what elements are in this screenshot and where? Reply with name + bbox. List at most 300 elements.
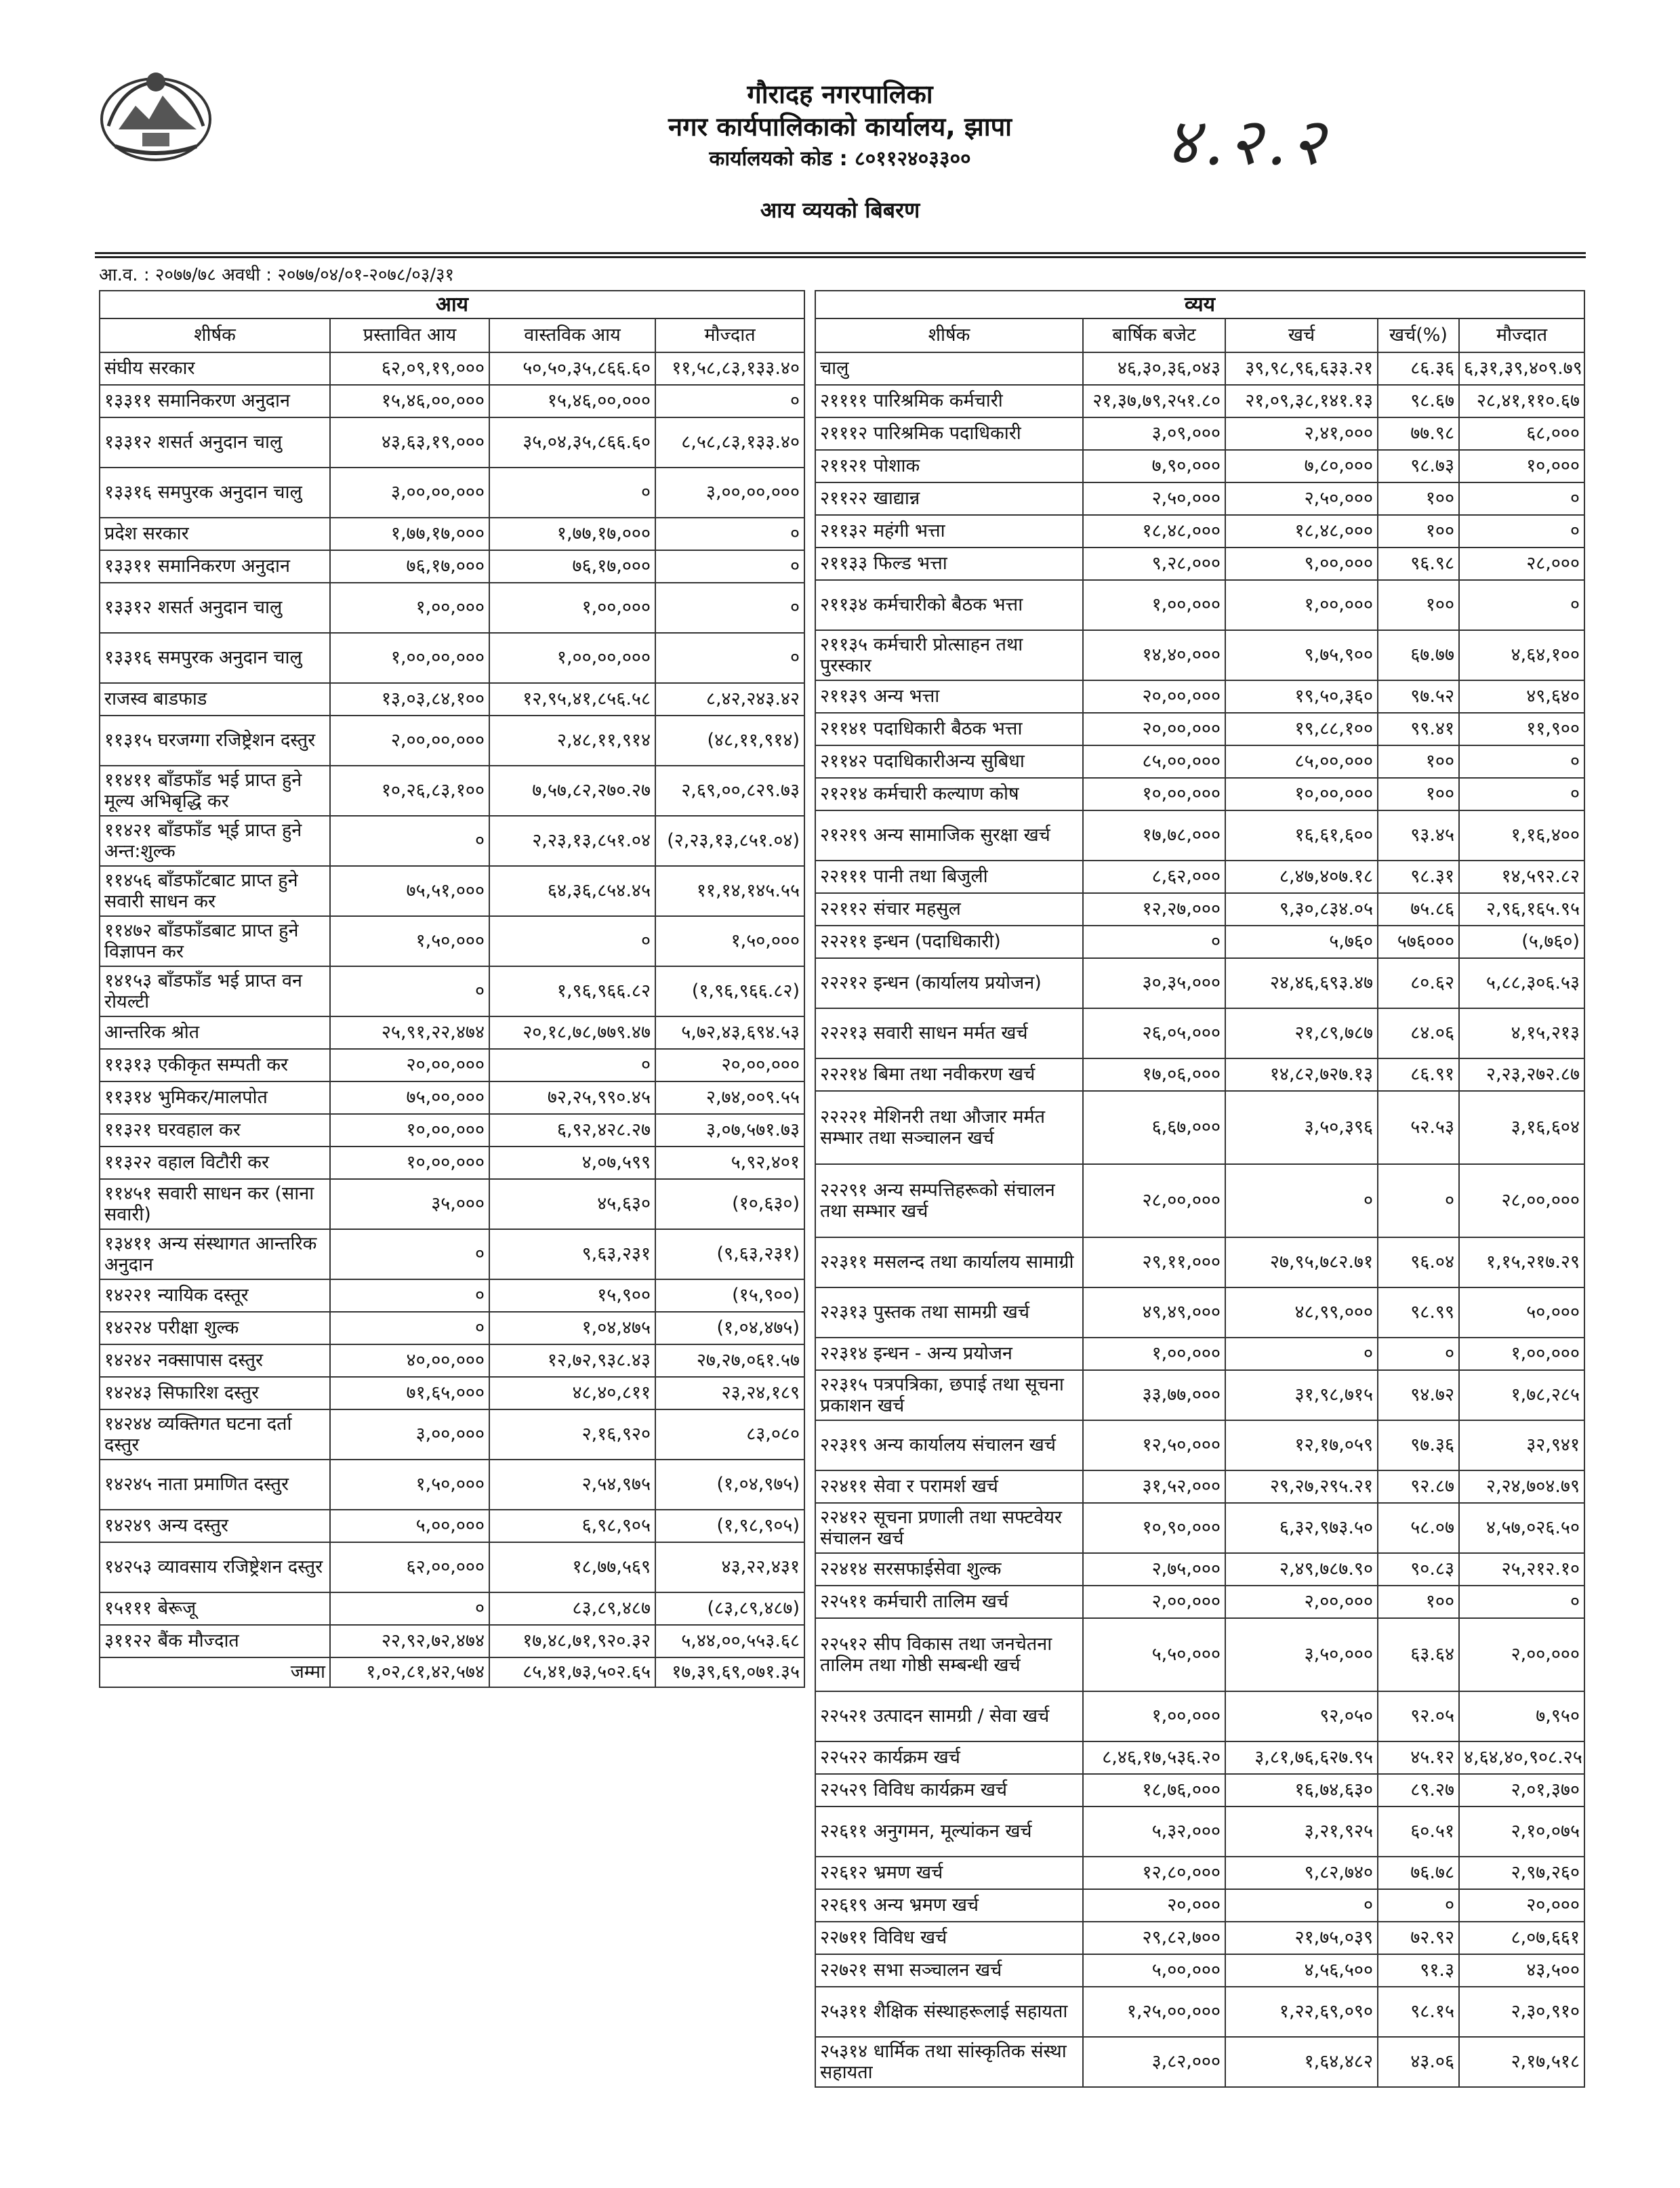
row-value: (१,०४,९७५) [655,1460,804,1510]
row-value: ११,१४,१४५.५५ [655,866,804,916]
table-row [815,385,1584,417]
row-value: ५८.०७ [1378,1503,1459,1553]
table-row [100,583,804,633]
table-row [815,1618,1584,1691]
table-row [100,1147,804,1179]
row-value: १८,४८,००० [1083,515,1225,548]
row-value: ९,३०,८३४.०५ [1225,893,1378,926]
row-title: १३३१६ समपुरक अनुदान चालु [100,468,330,518]
row-value: ४९,४९,००० [1083,1287,1225,1338]
row-value: ९,००,००० [1225,548,1378,580]
row-title: २११४२ पदाधिकारीअन्य सुबिधा [815,745,1083,778]
row-value: ५,८८,३०६.५३ [1459,958,1584,1008]
column-header: बार्षिक बजेट [1083,318,1225,352]
row-value: ३०,३५,००० [1083,958,1225,1008]
row-value: १,००,००० [1083,1691,1225,1741]
row-value: १,७८,२८५ [1459,1370,1584,1420]
table-row [815,515,1584,548]
table-row [815,778,1584,810]
row-value: ६८,००० [1459,417,1584,450]
row-value: २,३०,९१० [1459,1987,1584,2037]
row-value: ५२.५३ [1378,1091,1459,1164]
table-row [100,352,804,385]
row-value: ६२,००,००० [330,1542,489,1592]
row-value: ४३,५०० [1459,1954,1584,1987]
table-row [815,417,1584,450]
row-value: ३,००,००,००० [330,468,489,518]
row-title: १४२४२ नक्सापास दस्तुर [100,1344,330,1377]
row-value: ० [1459,515,1584,548]
row-value: ३,०७,५७१.७३ [655,1114,804,1147]
table-row [815,1370,1584,1420]
row-title: २२६१२ भ्रमण खर्च [815,1857,1083,1889]
row-value: १,००,००० [1083,1338,1225,1370]
table-row [815,1058,1584,1091]
row-value: २५,२१२.१० [1459,1553,1584,1586]
row-value: ० [1225,1164,1378,1237]
row-value: १७,०६,००० [1083,1058,1225,1091]
table-row [100,1229,804,1279]
table-row [100,518,804,550]
row-title: २२५२९ विविध कार्यक्रम खर्च [815,1774,1083,1807]
row-value: १६,६१,६०० [1225,810,1378,861]
row-value: ४,६४,१०० [1459,630,1584,680]
row-title: १३३१२ शसर्त अनुदान चालु [100,583,330,633]
row-value: ७६,१७,००० [489,550,655,583]
row-value: ३१,९८,७१५ [1225,1370,1378,1420]
row-value: १९,८८,१०० [1225,713,1378,745]
row-title: २२५२१ उत्पादन सामग्री / सेवा खर्च [815,1691,1083,1741]
row-value: ० [1225,1889,1378,1922]
row-value: १६,७४,६३० [1225,1774,1378,1807]
row-value: ८४.०६ [1378,1008,1459,1058]
row-value: १,००,००,००० [330,633,489,683]
row-title: २२३१९ अन्य कार्यालय संचालन खर्च [815,1420,1083,1470]
table-row [100,1460,804,1510]
row-value: ० [655,518,804,550]
row-value: (८३,८९,४८७) [655,1592,804,1625]
table-row [100,1016,804,1049]
table-row [815,1691,1584,1741]
row-value: २८,००० [1459,548,1584,580]
row-value: १,९६,९६६.८२ [489,966,655,1016]
row-value: २,१६,९२० [489,1409,655,1460]
row-title: १४२२४ परीक्षा शुल्क [100,1312,330,1344]
row-value: (१,९८,९०५) [655,1510,804,1542]
table-row [100,1081,804,1114]
row-value: २४,४६,६९३.४७ [1225,958,1378,1008]
column-header: मौज्दात [655,318,804,352]
office-code: कार्यालयको कोड : ८०११२४०३३०० [709,147,971,171]
row-value: २७,९५,७८२.७१ [1225,1237,1378,1287]
row-value: २९,२७,२९५.२१ [1225,1470,1378,1503]
row-value: २,१०,०७५ [1459,1807,1584,1857]
handwritten-mark: ४.२.२ [1166,104,1329,180]
row-value: ५,००,००० [330,1510,489,1542]
row-value: ७७.९८ [1378,417,1459,450]
row-value: १९,५०,३६० [1225,680,1378,713]
row-value: ४,६४,४०,९०८.२५ [1459,1741,1584,1774]
row-value: ९२.८७ [1378,1470,1459,1503]
row-title: २२४१४ सरसफाईसेवा शुल्क [815,1553,1083,1586]
table-row [815,893,1584,926]
table-row [815,745,1584,778]
row-title: ११३१५ घरजग्गा रजिष्ट्रेशन दस्तुर [100,716,330,766]
row-value: ८,५८,८३,१३३.४० [655,417,804,468]
row-value: ११,९०० [1459,713,1584,745]
row-title: १३३१२ शसर्त अनुदान चालु [100,417,330,468]
table-row [815,926,1584,958]
row-value: ४,५६,५०० [1225,1954,1378,1987]
row-title: २२३१४ इन्धन - अन्य प्रयोजन [815,1338,1083,1370]
table-row [815,1091,1584,1164]
row-title: २२२१४ बिमा तथा नवीकरण खर्च [815,1058,1083,1091]
table-row [815,1987,1584,2037]
column-header: खर्च [1225,318,1378,352]
row-value: ८३,०८० [655,1409,804,1460]
row-title: ११४२१ बाँडफाँड भ्ई प्राप्त हुने अन्त:शुल्क [100,816,330,866]
row-title: २१२१९ अन्य सामाजिक सुरक्षा खर्च [815,810,1083,861]
row-title: ३११२२ बैंक मौज्दात [100,1625,330,1657]
row-value: २,२४,७०४.७९ [1459,1470,1584,1503]
org-name: गौरादह नगरपालिका [747,79,933,109]
row-value: १०,००,००० [1225,778,1378,810]
row-value: १०० [1378,778,1459,810]
row-value: ६२,०९,१९,००० [330,352,489,385]
row-value: २,२३,२७२.८७ [1459,1058,1584,1091]
row-value: १,२२,६९,०९० [1225,1987,1378,2037]
row-value: ७२,२५,९९०.४५ [489,1081,655,1114]
row-value: १०,००,००० [1083,778,1225,810]
row-value: ८०.६२ [1378,958,1459,1008]
row-title: ११४११ बाँडफाँड भई प्राप्त हुने मूल्य अभिबृद्धि कर [100,766,330,816]
row-value: १,००,००,००० [489,633,655,683]
row-value: ८,४६,१७,५३६.२० [1083,1741,1225,1774]
row-value: ४६,३०,३६,०४३ [1083,352,1225,385]
row-title: चालु [815,352,1083,385]
row-value: १,५०,००० [655,916,804,966]
row-value: ९२.०५ [1378,1691,1459,1741]
row-title: आन्तरिक श्रोत [100,1016,330,1049]
table-row [815,580,1584,630]
row-value: १०० [1378,482,1459,515]
row-value: ९४.७२ [1378,1370,1459,1420]
row-value: ३३,७७,००० [1083,1370,1225,1420]
table-row [100,417,804,468]
row-value: ० [330,1312,489,1344]
row-title: प्रदेश सरकार [100,518,330,550]
row-title: २२७११ विविध खर्च [815,1922,1083,1954]
row-value: २२,९२,७२,४७४ [330,1625,489,1657]
row-value: ९६.९८ [1378,548,1459,580]
row-value: ० [655,550,804,583]
row-title: १३३१६ समपुरक अनुदान चालु [100,633,330,683]
row-title: १३३११ समानिकरण अनुदान [100,550,330,583]
row-value: ८६.९१ [1378,1058,1459,1091]
table-row [100,683,804,716]
total-value: १,०२,८१,४२,५७४ [330,1657,489,1687]
column-header: शीर्षक [100,318,330,352]
row-value: २०,००० [1083,1889,1225,1922]
row-title: २२५२२ कार्यक्रम खर्च [815,1741,1083,1774]
row-value: १४,४०,००० [1083,630,1225,680]
row-value: १२,१७,०५९ [1225,1420,1378,1470]
row-title: १३४११ अन्य संस्थागत आन्तरिक अनुदान [100,1229,330,1279]
row-value: ६३.६४ [1378,1618,1459,1691]
row-value: २६,०५,००० [1083,1008,1225,1058]
row-value: २,५४,९७५ [489,1460,655,1510]
row-value: ८५,००,००० [1225,745,1378,778]
row-value: ९,२८,००० [1083,548,1225,580]
row-title: २२७२१ सभा सञ्चालन खर्च [815,1954,1083,1987]
table-row [100,1114,804,1147]
table-row [815,1338,1584,1370]
row-value: ० [330,816,489,866]
row-value: ३५,००० [330,1179,489,1229]
row-value: ० [489,1049,655,1081]
row-value: १,१६,४०० [1459,810,1584,861]
row-title: २२२११ इन्धन (पदाधिकारी) [815,926,1083,958]
row-value: ० [1225,1338,1378,1370]
row-value: १५,४६,००,००० [489,385,655,417]
row-value: ५,७६० [1225,926,1378,958]
table-row [815,1774,1584,1807]
row-value: ६७.७७ [1378,630,1459,680]
row-value: ४३.०६ [1378,2037,1459,2087]
row-title: २२४११ सेवा र परामर्श खर्च [815,1470,1083,1503]
fiscal-period: आ.व. : २०७७/७८ अवधी : २०७७/०४/०१-२०७८/०३/३१ [99,265,455,285]
row-value: १०,००,००० [330,1147,489,1179]
row-value: ७५,००,००० [330,1081,489,1114]
table-row [815,1420,1584,1470]
row-title: २२५११ कर्मचारी तालिम खर्च [815,1586,1083,1618]
total-row [100,1657,804,1687]
row-value: ३,८२,००० [1083,2037,1225,2087]
row-value: (४८,११,९१४) [655,716,804,766]
row-value: २७,२७,०६१.५७ [655,1344,804,1377]
table-row [815,1586,1584,1618]
row-value: ३,२१,९२५ [1225,1807,1378,1857]
row-title: २२३११ मसलन्द तथा कार्यालय सामाग्री [815,1237,1083,1287]
column-header: वास्तविक आय [489,318,655,352]
row-value: ० [489,468,655,518]
row-value: २,००,००० [1225,1586,1378,1618]
row-title: २११३२ महंगी भत्ता [815,515,1083,548]
row-value: ९८.७३ [1378,450,1459,482]
row-title: २१११२ पारिश्रमिक पदाधिकारी [815,417,1083,450]
row-title: २५३११ शैक्षिक संस्थाहरूलाई सहायता [815,1987,1083,2037]
row-value: १८,७७,५६९ [489,1542,655,1592]
row-title: ११३१३ एकीकृत सम्पती कर [100,1049,330,1081]
row-value: ५७६००० [1378,926,1459,958]
table-row [815,450,1584,482]
row-value: ११,५८,८३,१३३.४० [655,352,804,385]
total-value: ८५,४१,७३,५०२.६५ [489,1657,655,1687]
table-row [815,1237,1584,1287]
row-value: ८,४७,४०७.१८ [1225,861,1378,893]
row-value: ३,५०,३९६ [1225,1091,1378,1164]
row-value: १५,९०० [489,1279,655,1312]
row-value: २,१७,५१८ [1459,2037,1584,2087]
row-value: ९,७५,९०० [1225,630,1378,680]
row-value: १,७७,१७,००० [330,518,489,550]
row-value: ३,००,००० [330,1409,489,1460]
table-row [815,958,1584,1008]
row-value: ८६.३६ [1378,352,1459,385]
table-row [100,1377,804,1409]
table-row [100,966,804,1016]
row-title: १३३११ समानिकरण अनुदान [100,385,330,417]
row-value: २,७४,००९.५५ [655,1081,804,1114]
row-value: (१०,६३०) [655,1179,804,1229]
row-value: ४,०७,५९९ [489,1147,655,1179]
document-title: आय व्ययको बिबरण [760,197,920,223]
row-value: ४,१५,२१३ [1459,1008,1584,1058]
row-value: ३,५०,००० [1225,1618,1378,1691]
row-value: १०,९०,००० [1083,1503,1225,1553]
row-value: ७,९५० [1459,1691,1584,1741]
row-value: ९३.४५ [1378,810,1459,861]
row-value: ९,८२,७४० [1225,1857,1378,1889]
row-value: १२,७२,९३८.४३ [489,1344,655,1377]
row-value: ० [330,1592,489,1625]
row-value: २,४८,११,९१४ [489,716,655,766]
row-value: ५,४४,००,५५३.६८ [655,1625,804,1657]
table-row [100,468,804,518]
row-title: २१२१४ कर्मचारी कल्याण कोष [815,778,1083,810]
row-value: ५०,५०,३५,८६६.६० [489,352,655,385]
table-row [100,1409,804,1460]
column-header: शीर्षक [815,318,1083,352]
column-header: खर्च(%) [1378,318,1459,352]
row-title: २२२१२ इन्धन (कार्यालय प्रयोजन) [815,958,1083,1008]
row-title: २२६११ अनुगमन, मूल्यांकन खर्च [815,1807,1083,1857]
row-title: २२३१५ पत्रपत्रिका, छपाई तथा सूचना प्रकाशन खर्च [815,1370,1083,1420]
table-row [100,716,804,766]
row-value: ८,०७,६६१ [1459,1922,1584,1954]
row-value: १२,२७,००० [1083,893,1225,926]
row-value: ४३,६३,१९,००० [330,417,489,468]
row-value: ० [1378,1338,1459,1370]
row-value: २,००,००० [1459,1618,1584,1691]
row-value: ७२.९२ [1378,1922,1459,1954]
row-value: ९,६३,२३१ [489,1229,655,1279]
row-value: १५,४६,००,००० [330,385,489,417]
row-value: ० [330,1229,489,1279]
table-row [815,1008,1584,1058]
row-value: १,५०,००० [330,916,489,966]
row-title: ११३२२ वहाल विटौरी कर [100,1147,330,1179]
row-title: २२१११ पानी तथा बिजुली [815,861,1083,893]
table-row [100,1049,804,1081]
row-value: २९,८२,७०० [1083,1922,1225,1954]
row-value: २०,००० [1459,1889,1584,1922]
row-value: ० [1459,778,1584,810]
row-value: ४०,००,००० [330,1344,489,1377]
table-row [100,1179,804,1229]
row-value: ० [655,385,804,417]
row-title: ११४७२ बाँडफाँडबाट प्राप्त हुने विज्ञापन कर [100,916,330,966]
row-title: २५३१४ धार्मिक तथा सांस्कृतिक संस्था सहायता [815,2037,1083,2087]
row-value: ० [330,966,489,1016]
row-title: २२२२१ मेशिनरी तथा औजार मर्मत सम्भार तथा सञ्चालन खर्च [815,1091,1083,1164]
row-value: १,०४,४७५ [489,1312,655,1344]
table-row [100,916,804,966]
expense-table [815,290,1585,2088]
row-title: ११४५६ बाँडफाँटबाट प्राप्त हुने सवारी साधन कर [100,866,330,916]
table-row [100,1510,804,1542]
row-value: ३५,०४,३५,८६६.६० [489,417,655,468]
row-value: ८५,००,००० [1083,745,1225,778]
row-value: ६,३१,३९,४०९.७९ [1459,352,1584,385]
row-value: ८,४२,२४३.४२ [655,683,804,716]
row-value: ० [1459,580,1584,630]
table-row [100,633,804,683]
office-name: नगर कार्यपालिकाको कार्यालय, झापा [668,112,1012,142]
table-row [815,810,1584,861]
row-value: १४,८२,७२७.१३ [1225,1058,1378,1091]
table-row [100,385,804,417]
row-value: १८,४८,००० [1225,515,1378,548]
row-value: (१,९६,९६६.८२) [655,966,804,1016]
row-value: ९०.८३ [1378,1553,1459,1586]
row-value: ७६,१७,००० [330,550,489,583]
row-value: २,०१,३७० [1459,1774,1584,1807]
row-value: १०० [1378,515,1459,548]
row-value: २८,००,००० [1083,1164,1225,1237]
row-title: १५१११ बेरूजू [100,1592,330,1625]
row-value: ८३,८९,४८७ [489,1592,655,1625]
row-value: १०,२६,८३,१०० [330,766,489,816]
row-value: ० [655,583,804,633]
row-value: ० [489,916,655,966]
row-value: १०० [1378,580,1459,630]
table-row [100,766,804,816]
row-title: २११३३ फिल्ड भत्ता [815,548,1083,580]
row-value: ० [655,633,804,683]
row-value: ९२,०५० [1225,1691,1378,1741]
row-value: १२,८०,००० [1083,1857,1225,1889]
row-value: ६,९८,९०५ [489,1510,655,1542]
row-value: २,४९,७८७.९० [1225,1553,1378,1586]
row-value: २०,००,००० [655,1049,804,1081]
row-value: ९८.१५ [1378,1987,1459,2037]
row-value: १३,०३,८४,१०० [330,683,489,716]
table-row [815,1470,1584,1503]
row-value: (१,०४,४७५) [655,1312,804,1344]
row-value: ७,९०,००० [1083,450,1225,482]
table-row [815,1741,1584,1774]
row-value: १०,००० [1459,450,1584,482]
table-row [100,1542,804,1592]
row-value: ३,१६,६०४ [1459,1091,1584,1164]
row-title: २२६१९ अन्य भ्रमण खर्च [815,1889,1083,1922]
row-title: २११२१ पोशाक [815,450,1083,482]
row-value: ५,५०,००० [1083,1618,1225,1691]
row-value: २,५०,००० [1083,482,1225,515]
row-value: २,२३,१३,८५१.०४ [489,816,655,866]
row-value: १०,००,००० [330,1114,489,1147]
row-value: ५,३२,००० [1083,1807,1225,1857]
row-value: ४९,६४० [1459,680,1584,713]
table-row [815,680,1584,713]
row-value: ५,००,००० [1083,1954,1225,1987]
row-value: २,६९,००,८२९.७३ [655,766,804,816]
row-value: १७,४८,७१,९२०.३२ [489,1625,655,1657]
row-value: ४,५७,०२६.५० [1459,1503,1584,1553]
row-value: ७१,६५,००० [330,1377,489,1409]
row-value: ३,०९,००० [1083,417,1225,450]
